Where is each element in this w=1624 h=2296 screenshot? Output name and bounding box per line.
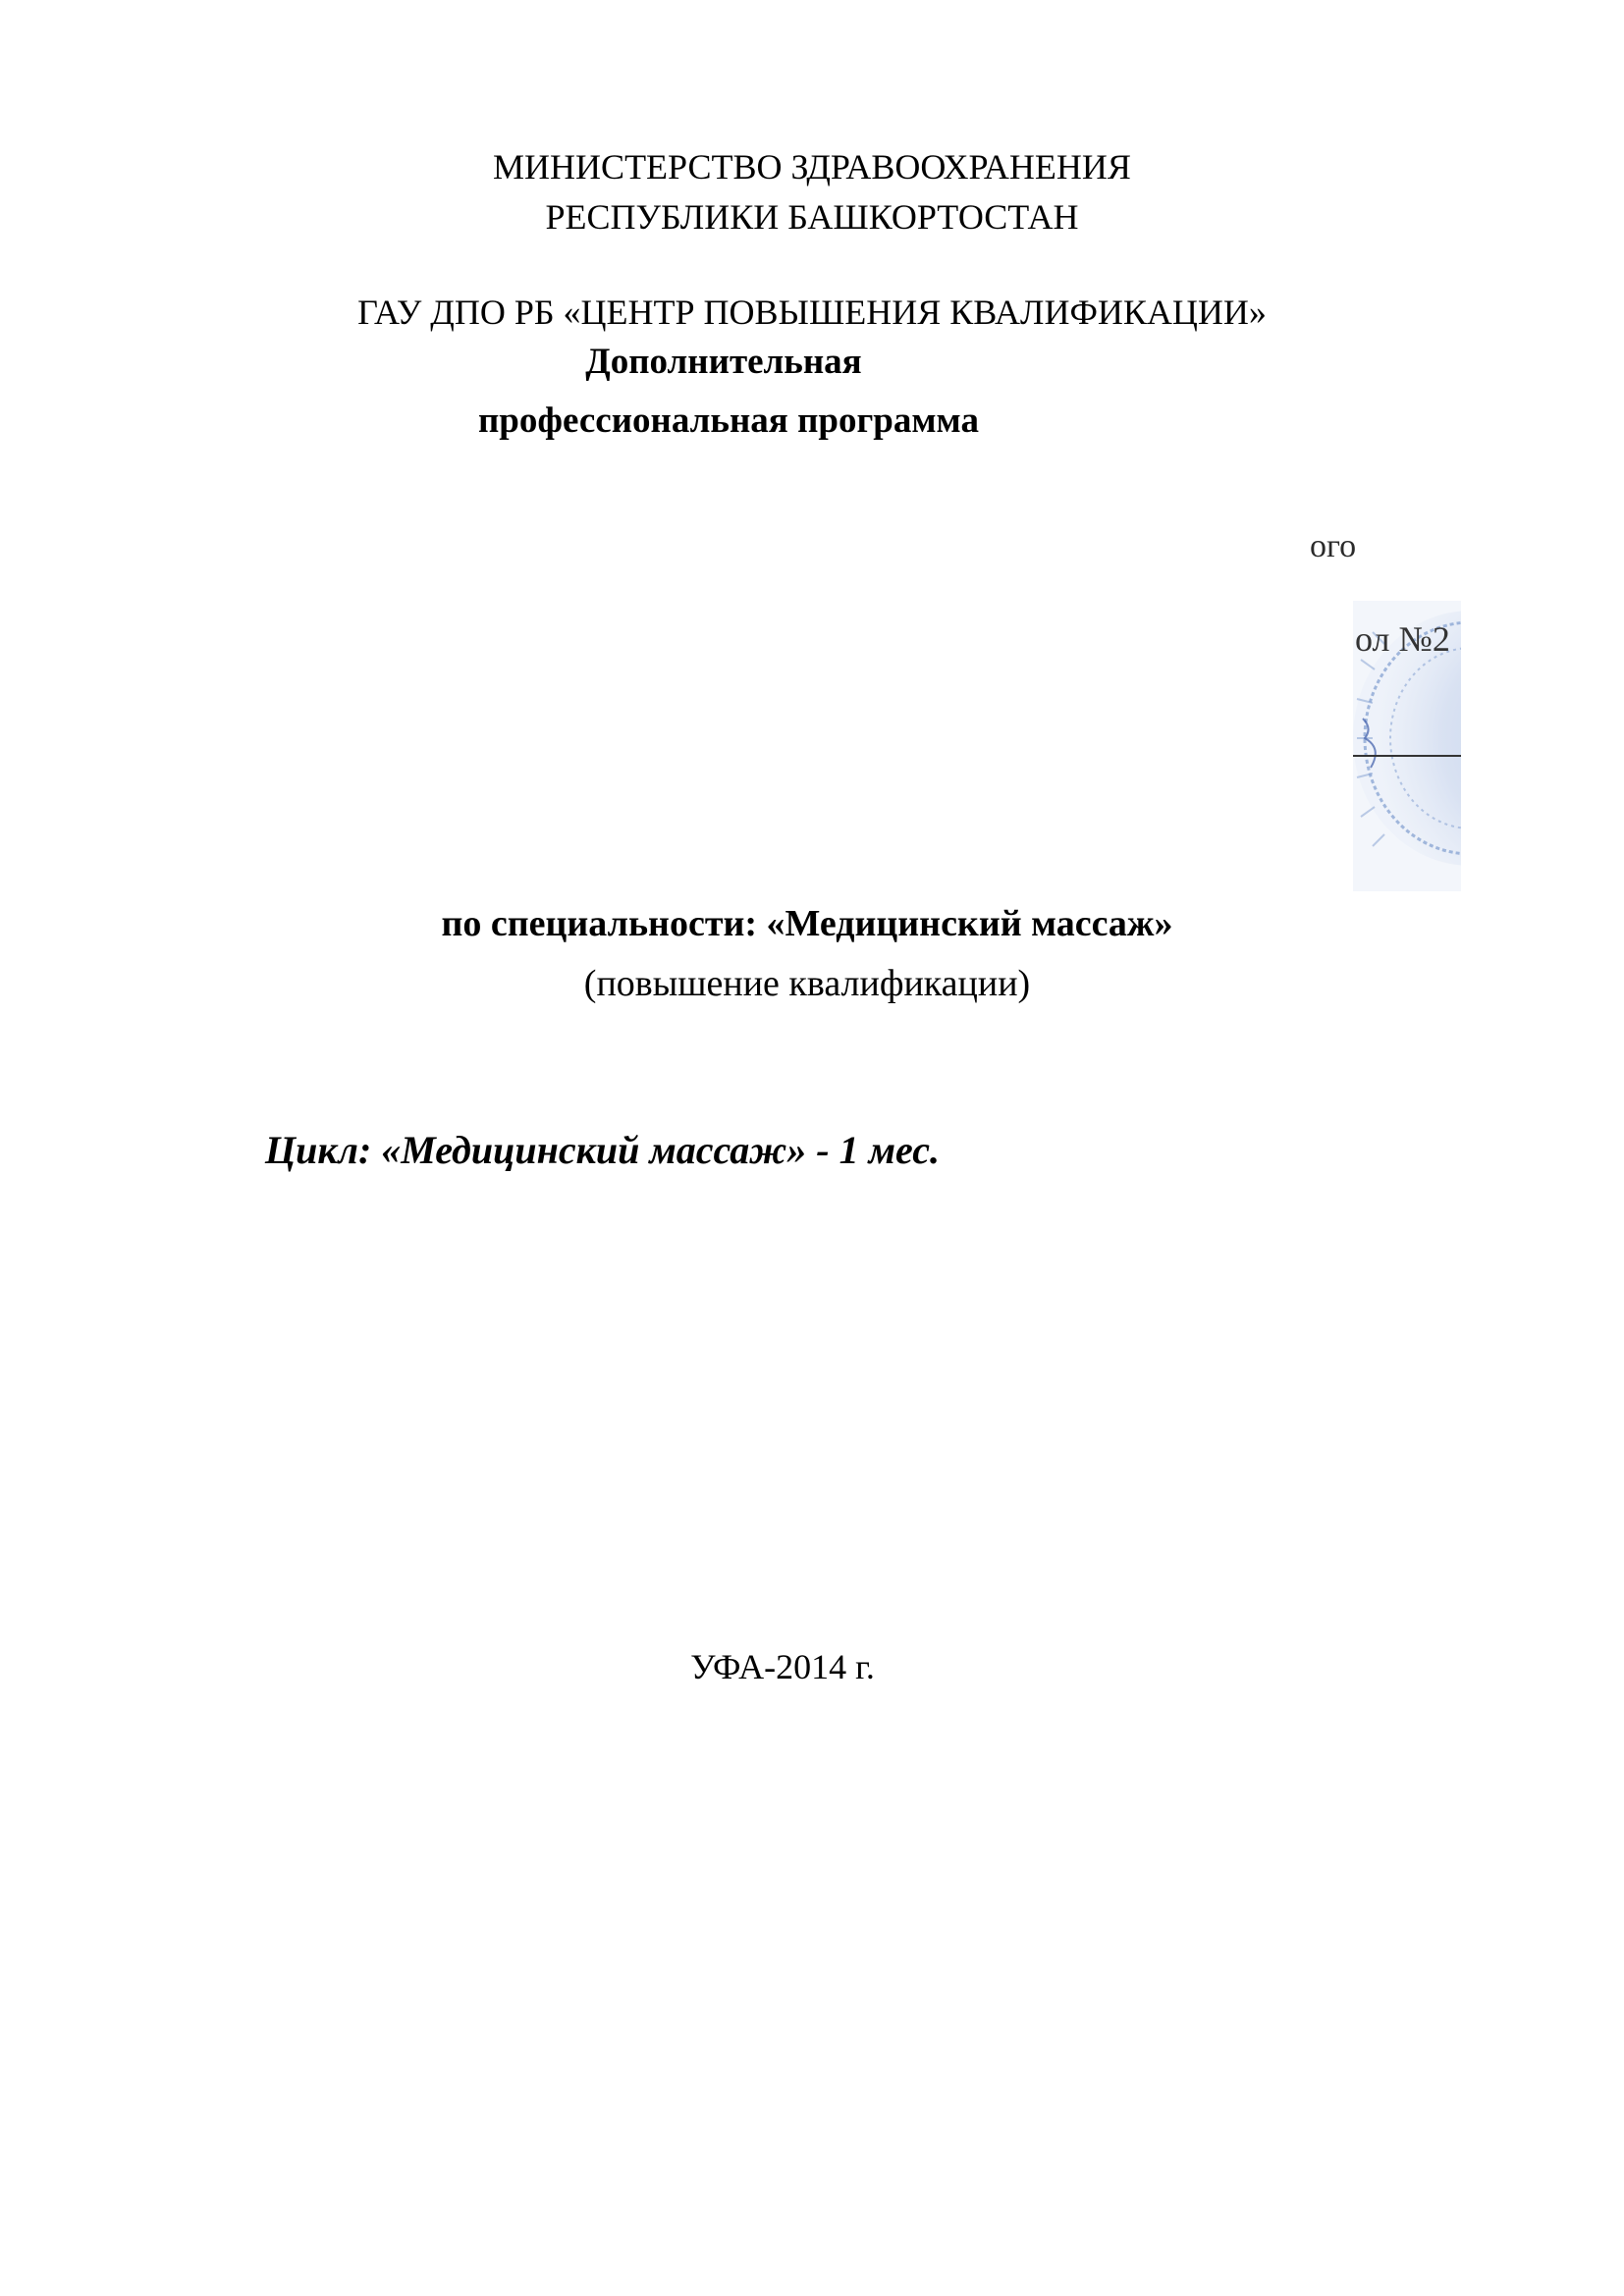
- qualification-type-text: (повышение квалификации): [583, 963, 1031, 1004]
- city-year-line: [0, 1649, 1624, 1684]
- ministry-line-2: РЕСПУБЛИКИ БАШКОРТОСТАН: [545, 197, 1079, 237]
- qualification-type-line: [0, 965, 1624, 1002]
- ministry-line-1: МИНИСТЕРСТВО ЗДРАВООХРАНЕНИЯ: [493, 147, 1131, 187]
- title-line-2: [0, 402, 1624, 439]
- city-year-text: УФА-2014 г.: [690, 1647, 875, 1686]
- title-line-1-text: Дополнительная: [585, 342, 862, 382]
- approval-fragment-text: ого: [1310, 528, 1357, 564]
- cycle-info: Цикл: «Медицинский массаж» - 1 мес.: [265, 1128, 941, 1172]
- institution-name: ГАУ ДПО РБ «ЦЕНТР ПОВЫШЕНИЯ КВАЛИФИКАЦИИ»: [357, 293, 1267, 332]
- specialty-text: по специальности: «Медицинский массаж»: [441, 903, 1173, 944]
- specialty-line: [0, 905, 1624, 942]
- official-stamp: [1353, 601, 1461, 891]
- title-line-2-text: профессиональная программа: [477, 400, 979, 441]
- title-line-1: [0, 344, 1624, 380]
- protocol-fragment-text: ол №2: [1355, 619, 1450, 659]
